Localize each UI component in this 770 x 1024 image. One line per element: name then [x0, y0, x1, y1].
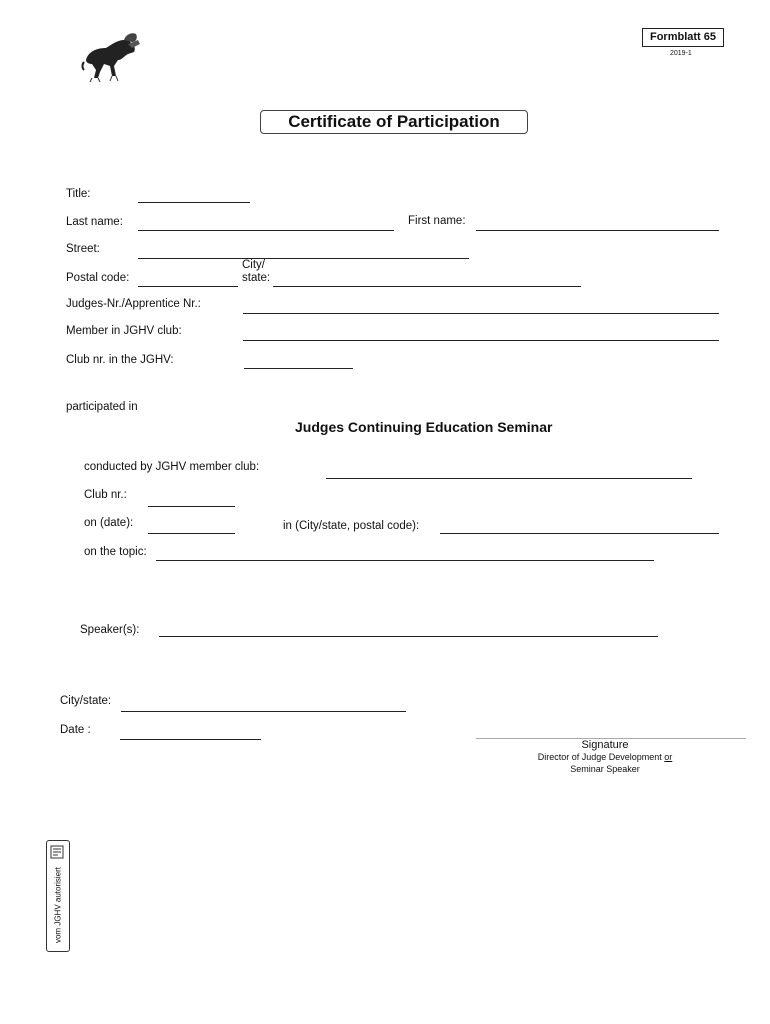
- signature-label: Signature: [581, 739, 629, 751]
- footer-date-field[interactable]: [120, 739, 261, 740]
- signature-sub-line1: [500, 751, 710, 763]
- city-label-line2: state:: [242, 272, 271, 284]
- title-label: Title:: [66, 188, 91, 200]
- signature-block: [500, 739, 710, 775]
- dog-retrieving-bird-icon: [78, 26, 142, 84]
- first-name-label: First name:: [408, 215, 466, 227]
- street-label: Street:: [66, 243, 100, 255]
- footer-city-state-field[interactable]: [121, 711, 406, 712]
- postal-code-label: Postal code:: [66, 272, 130, 284]
- jghv-stamp-icon: [50, 845, 64, 859]
- seminar-location-label: in (City/state, postal code):: [283, 520, 420, 532]
- conducted-by-field[interactable]: [326, 478, 692, 479]
- member-club-label: Member in JGHV club:: [66, 325, 182, 337]
- stamp-text: vom JGHV autorisiert: [53, 866, 63, 943]
- authorization-stamp: [46, 840, 70, 952]
- form-number-box: Formblatt 65: [642, 28, 724, 47]
- form-version: 2019-1: [670, 50, 692, 57]
- jghv-logo: [78, 26, 142, 84]
- seminar-topic-label: on the topic:: [84, 546, 147, 558]
- seminar-topic-field[interactable]: [156, 560, 654, 561]
- signature-or: or: [664, 752, 673, 762]
- seminar-location-field[interactable]: [440, 533, 719, 534]
- seminar-club-nr-label: Club nr.:: [84, 489, 127, 501]
- city-label-line1: City/: [242, 259, 265, 271]
- club-nr-field[interactable]: [244, 368, 353, 369]
- page-title: Certificate of Participation: [260, 110, 528, 134]
- seminar-title: Judges Continuing Education Seminar: [295, 419, 553, 435]
- last-name-field[interactable]: [138, 230, 394, 231]
- title-field[interactable]: [138, 202, 250, 203]
- conducted-by-label: conducted by JGHV member club:: [84, 461, 260, 473]
- city-state-field[interactable]: [273, 286, 581, 287]
- street-field[interactable]: [138, 258, 469, 259]
- last-name-label: Last name:: [66, 216, 123, 228]
- judges-nr-label: Judges-Nr./Apprentice Nr.:: [66, 298, 201, 310]
- seminar-date-label: on (date):: [84, 517, 134, 529]
- speakers-field[interactable]: [159, 636, 658, 637]
- member-club-field[interactable]: [243, 340, 719, 341]
- signature-role-director: Director of Judge Development: [537, 752, 665, 762]
- judges-nr-field[interactable]: [243, 313, 719, 314]
- footer-city-state-label: City/state:: [60, 695, 112, 707]
- participated-in-text: participated in: [66, 401, 138, 413]
- first-name-field[interactable]: [476, 230, 719, 231]
- footer-date-label: Date :: [60, 724, 91, 736]
- speakers-label: Speaker(s):: [80, 624, 140, 636]
- postal-code-field[interactable]: [138, 286, 238, 287]
- club-nr-label: Club nr. in the JGHV:: [66, 354, 174, 366]
- city-state-label: [242, 259, 270, 285]
- seminar-date-field[interactable]: [148, 533, 235, 534]
- signature-sub-line2: Seminar Speaker: [570, 764, 640, 774]
- seminar-club-nr-field[interactable]: [148, 506, 235, 507]
